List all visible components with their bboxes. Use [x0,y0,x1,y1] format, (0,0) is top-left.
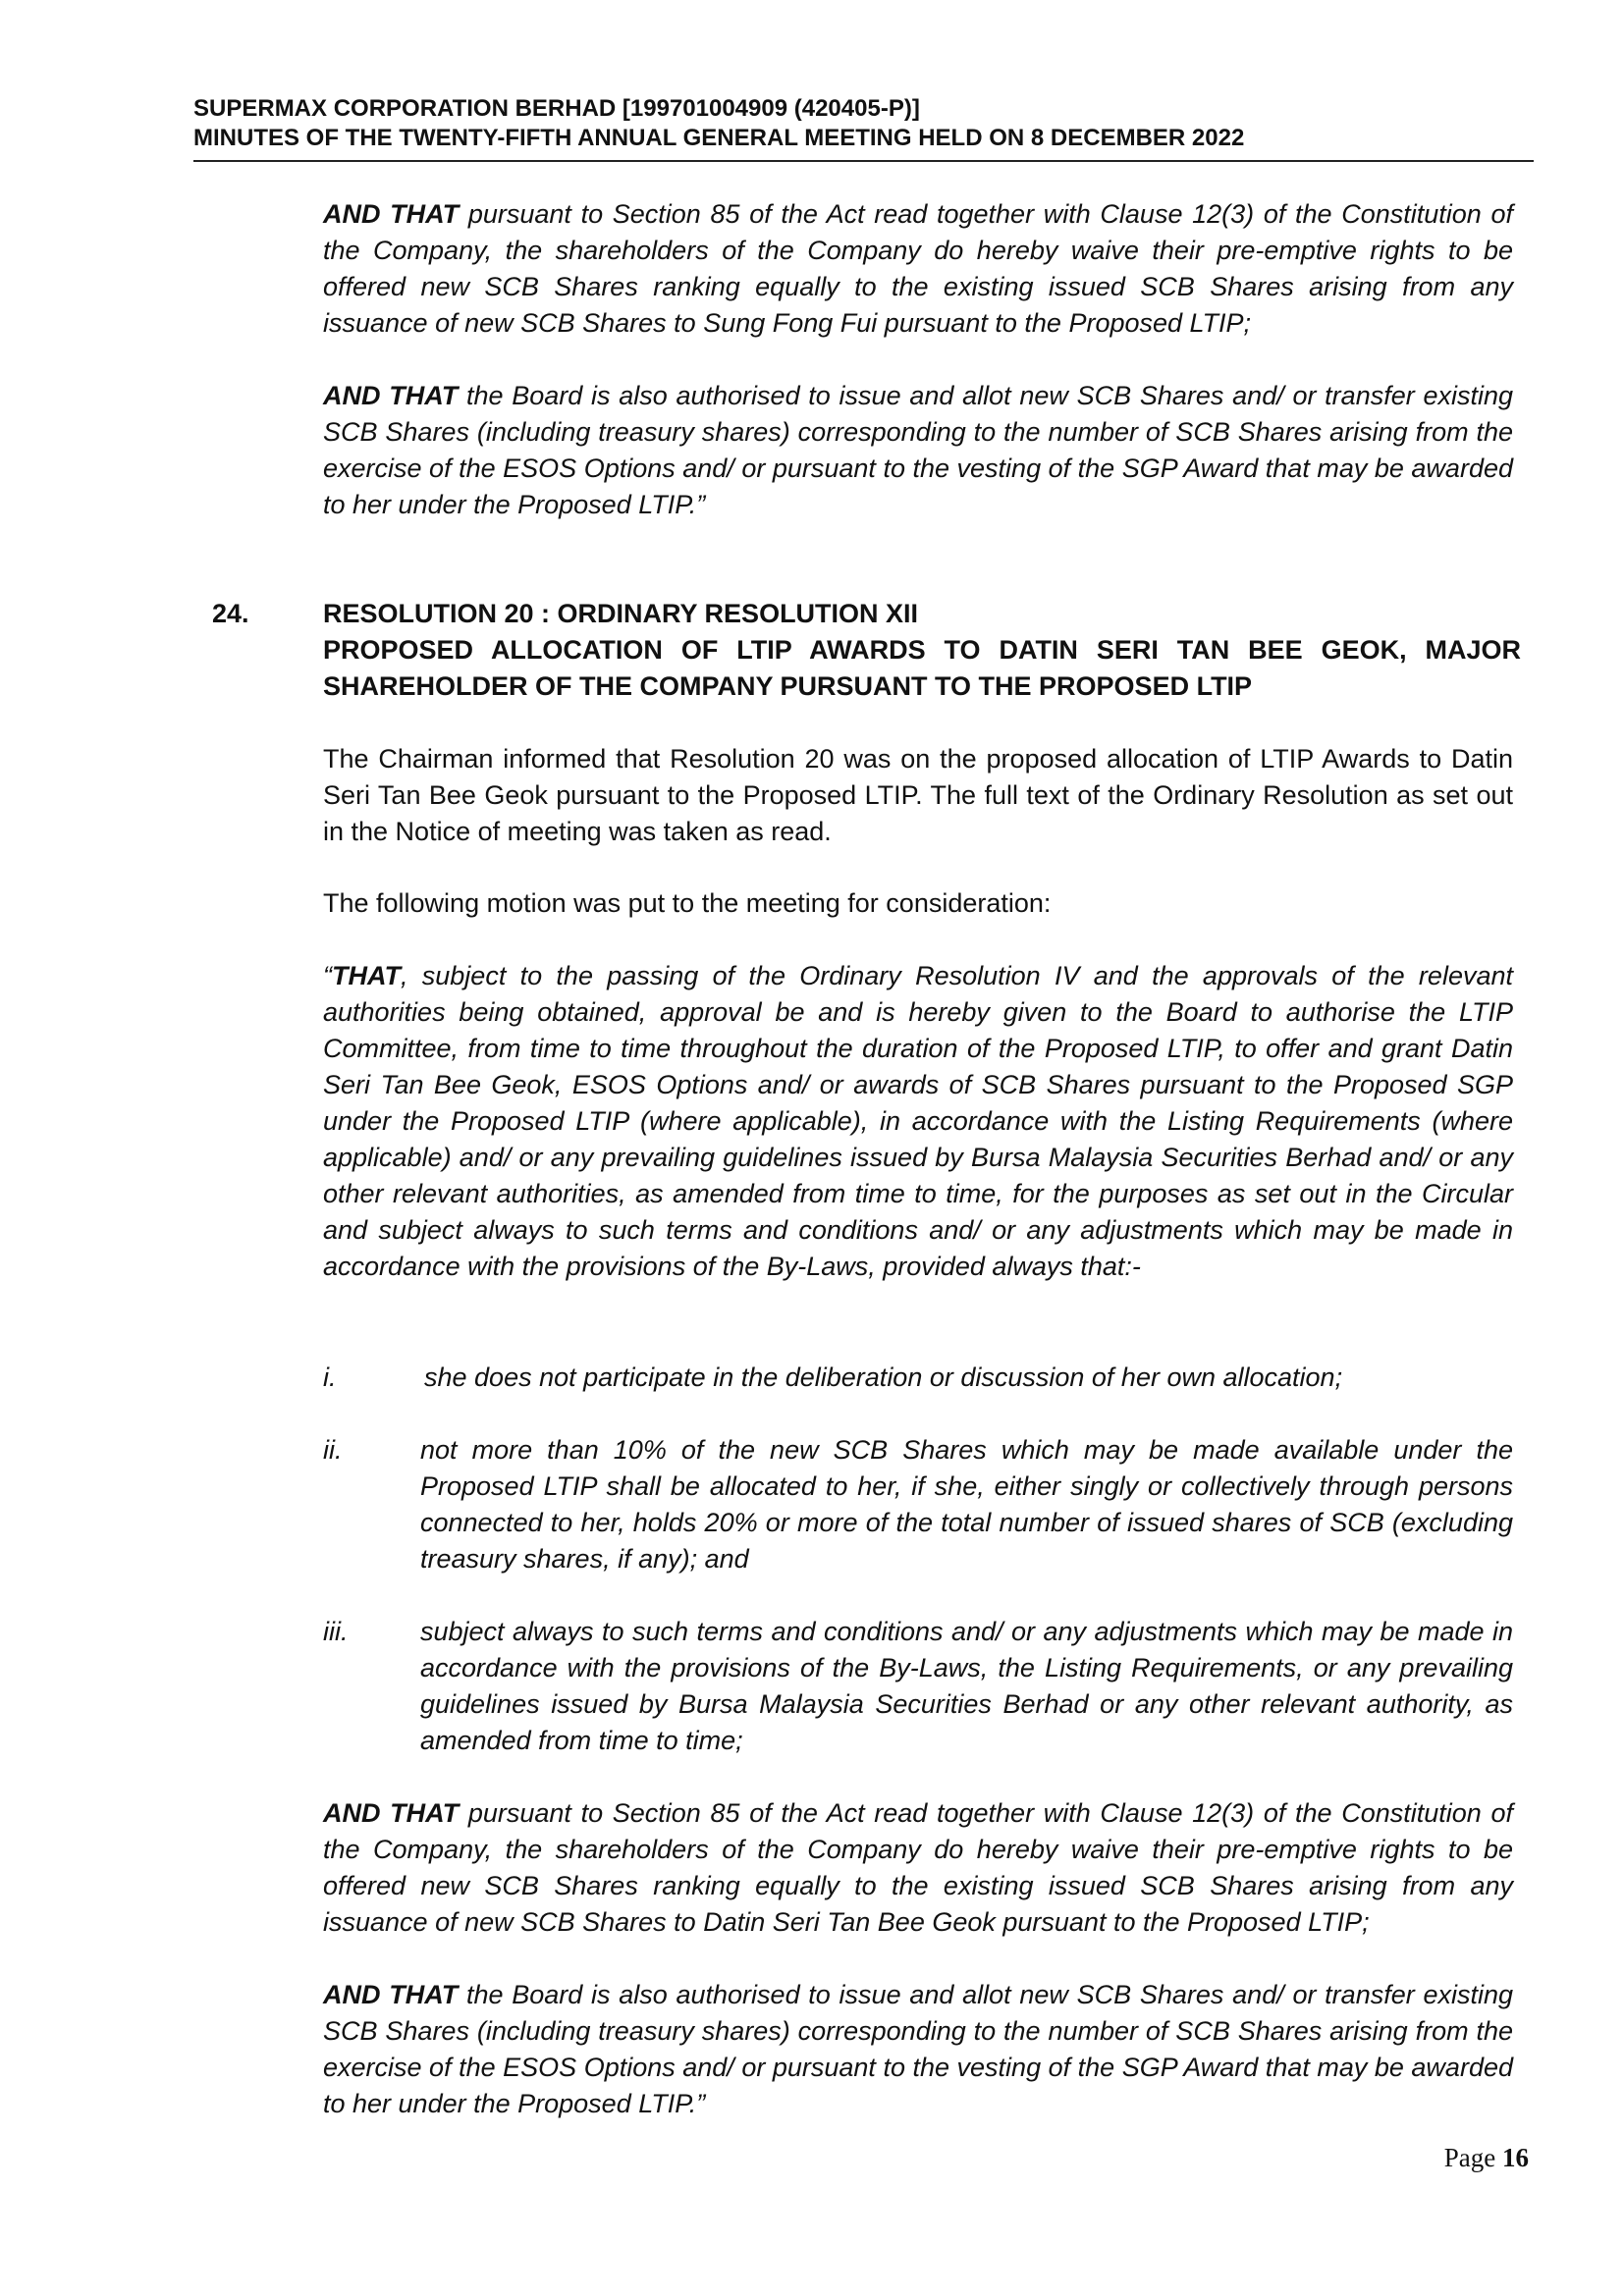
paragraph-pre-emptive-rights-tan-bee-geok [323,1795,1513,1941]
paragraph-resolution-text [323,958,1513,1285]
paragraph-lead: AND THAT [323,199,460,229]
paragraph-lead: AND THAT [323,1980,459,2009]
paragraph-board-authorised-tan-bee-geok [323,1977,1513,2122]
paragraph-text: the Board is also authorised to issue and allot new SCB Shares and/ or transfer existing SCB Shares (including treasury shares) corresponding to the number of SCB Shares arising from the exercise of the ESOS Options and/ or pursuant to the vesting of the SGP Award that may be awarded to her under the Proposed LTIP.” [323,1980,1513,2118]
section-heading-subject: PROPOSED ALLOCATION OF LTIP AWARDS TO DATIN SERI TAN BEE GEOK, MAJOR SHAREHOLDER OF THE COMPANY PURSUANT TO THE PROPOSED LTIP [323,635,1521,701]
list-item-number: iii. [323,1617,349,1646]
list-item-text: she does not participate in the deliberation or discussion of her own allocation; [424,1362,1343,1392]
list-item-text: subject always to such terms and conditions and/ or any adjustments which may be made in accordance with the provisions of the By-Laws, the Listing Requirements, or any prevailing guidelines issued by Bursa Malaysia Securities Berhad or any other relevant authority, as amended from time to time; [420,1617,1513,1755]
paragraph-board-authorised-sung-fong-fui [323,378,1513,523]
page-label: Page [1443,2143,1502,2172]
page-number-value: 16 [1502,2143,1529,2172]
section-heading-resolution: RESOLUTION 20 : ORDINARY RESOLUTION XII [323,599,919,628]
page-number [1444,2143,1529,2173]
paragraph-text: , subject to the passing of the Ordinary Resolution IV and the approvals of the relevant authorities being obtained, approval be and is hereby given to the Board to authorise the LTIP Committee, from time to time throughout the duration of the Proposed LTIP, to offer and grant Datin Seri Tan Bee Geok, ESOS Options and/ or awards of SCB Shares pursuant to the Proposed SGP under the Proposed LTIP (where applicable), in accordance with the Listing Requirements (where applicable) and/ or any prevailing guidelines issued by Bursa Malaysia Securities Berhad and/ or any other relevant authorities, as amended from time to time, for the purposes as set out in the Circular and subject always to such terms and conditions and/ or any adjustments which may be made in accordance with the provisions of the By-Laws, provided always that:- [323,961,1513,1281]
paragraph-chairman-intro: The Chairman informed that Resolution 20 was on the proposed allocation of LTIP Awards to Datin Seri Tan Bee Geok pursuant to the Proposed LTIP. The full text of the Ordinary Resolution as set out in the Notice of meeting was taken as read. [323,744,1513,846]
list-item-number: i. [323,1362,337,1392]
document-header-company: SUPERMAX CORPORATION BERHAD [199701004909 (420405-P)] [193,95,920,122]
paragraph-motion: The following motion was put to the meeting for consideration: [323,888,1052,918]
paragraph-lead: THAT [332,961,401,990]
document-header-title: MINUTES OF THE TWENTY-FIFTH ANNUAL GENERAL MEETING HELD ON 8 DECEMBER 2022 [193,125,1245,151]
section-number: 24. [212,599,249,628]
list-item-number: ii. [323,1435,343,1465]
paragraph-text: pursuant to Section 85 of the Act read together with Clause 12(3) of the Constitution of the Company, the shareholders of the Company do hereby waive their pre-emptive rights to be offered new SCB Shares ranking equally to the existing issued SCB Shares arising from any issuance of new SCB Shares to Datin Seri Tan Bee Geok pursuant to the Proposed LTIP; [323,1798,1513,1937]
header-rule [193,160,1534,162]
list-item-text: not more than 10% of the new SCB Shares which may be made available under the Proposed LTIP shall be allocated to her, if she, either singly or collectively through persons connected to her, holds 20% or more of the total number of issued shares of SCB (excluding treasury shares, if any); and [420,1435,1513,1574]
paragraph-pre-emptive-rights-sung-fong-fui [323,196,1513,342]
paragraph-text: the Board is also authorised to issue and allot new SCB Shares and/ or transfer existing SCB Shares (including treasury shares) corresponding to the number of SCB Shares arising from the exercise of the ESOS Options and/ or pursuant to the vesting of the SGP Award that may be awarded to her under the Proposed LTIP.” [323,381,1513,519]
open-quote: “ [323,961,332,990]
paragraph-lead: AND THAT [323,381,459,410]
paragraph-text: pursuant to Section 85 of the Act read together with Clause 12(3) of the Constitution of the Company, the shareholders of the Company do hereby waive their pre-emptive rights to be offered new SCB Shares ranking equally to the existing issued SCB Shares arising from any issuance of new SCB Shares to Sung Fong Fui pursuant to the Proposed LTIP; [323,199,1513,338]
paragraph-lead: AND THAT [323,1798,460,1828]
